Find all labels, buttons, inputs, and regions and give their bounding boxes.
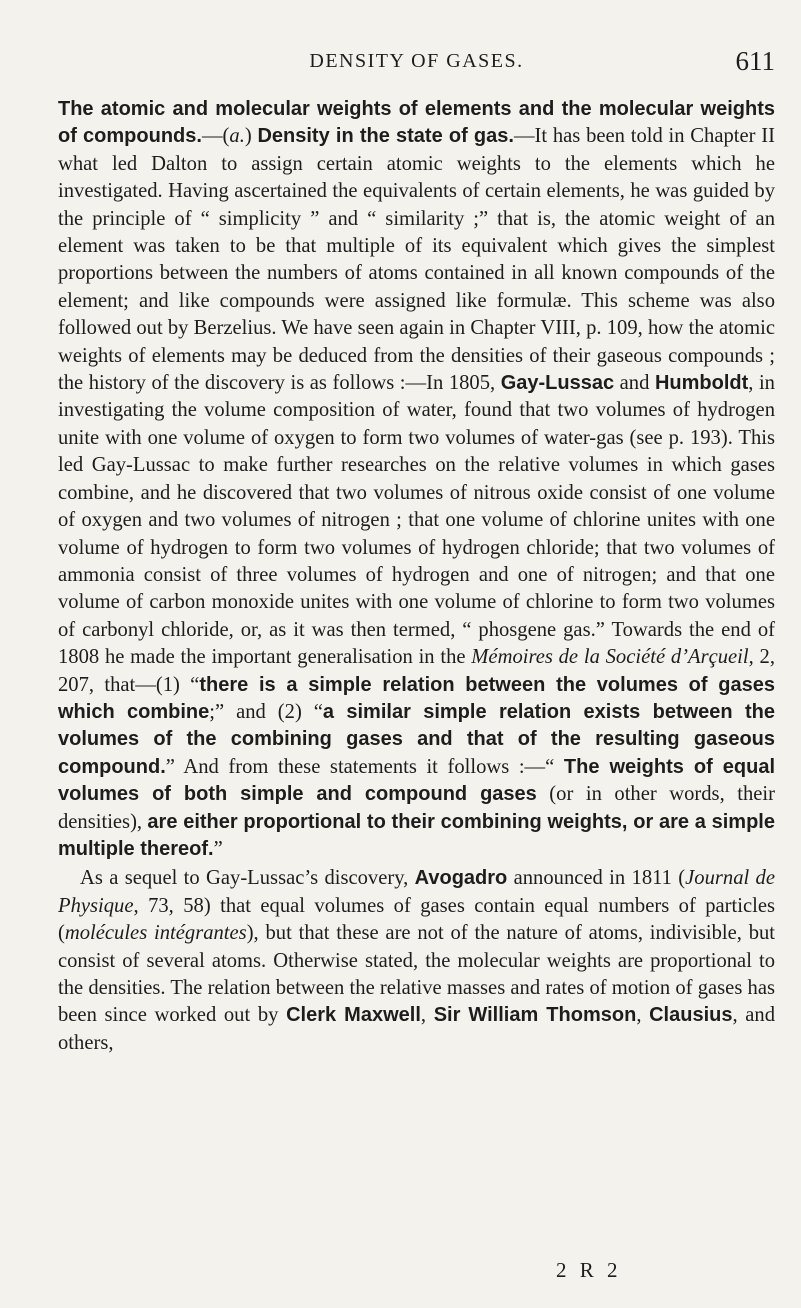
italic-phrase: Mémoires de la Société d’Arçueil bbox=[471, 646, 749, 669]
text-run: ) bbox=[244, 125, 258, 148]
body-text bbox=[58, 96, 775, 1057]
paragraph-atomic-weights bbox=[58, 96, 775, 863]
bold-phrase: a similar simple relation exists between the volumes of the combining gases and that of the resulting gaseous compound. bbox=[58, 700, 775, 778]
bold-phrase: are either proportional to their combining weights, or are a simple multiple thereof. bbox=[58, 810, 775, 860]
text-run: , in investigating the volume composition of water, found that two volumes of hydrogen unite with one volume of oxygen to form two volumes of water-gas (see p. 193). This led Gay-Lussac to make further researches on the relative volumes in which gases combine, and he discovered that two volumes of nitrous oxide consist of one volume of oxygen and two volumes of nitrogen ; that one volume of chlorine unites with one volume of hydrogen to form two volumes of hydrogen chloride; that two volumes of ammonia consist of three volumes of hydrogen and one of nitrogen; and that one volume of carbon monoxide unites with one volume of chlorine to form two volumes of carbonyl chloride, or, as it was then termed, “ phosgene gas.” Towards the end of 1808 he made the important generalisation in the bbox=[58, 372, 775, 669]
page-number: 611 bbox=[735, 46, 775, 76]
text-run: ;” and (2) “ bbox=[209, 700, 323, 723]
bold-phrase: Humboldt bbox=[654, 372, 749, 395]
text-run: , 2, 207, that—(1) “ bbox=[58, 646, 776, 696]
bold-phrase: Clerk Maxwell bbox=[286, 1004, 421, 1027]
bold-phrase: there is a simple relation between the volumes of gases which combine bbox=[58, 673, 776, 723]
text-run: , bbox=[420, 1004, 434, 1027]
bold-phrase: Gay-Lussac bbox=[500, 372, 615, 395]
bold-phrase: The atomic and molecular weights of elements and the molecular weights of compounds. bbox=[58, 98, 775, 148]
text-run: —( bbox=[201, 125, 230, 148]
italic-phrase: Journal de Physique bbox=[58, 867, 775, 917]
text-run: announced in 1811 ( bbox=[507, 867, 686, 890]
italic-phrase: molécules intégrantes bbox=[64, 922, 247, 945]
running-header bbox=[58, 46, 775, 80]
text-run: As a sequel to Gay-Lussac’s discovery, bbox=[80, 867, 415, 890]
text-run: , 73, 58) that equal volumes of gases contain equal numbers of particles ( bbox=[58, 894, 775, 945]
bold-phrase: Sir William Thomson bbox=[433, 1004, 637, 1027]
text-run: (or in other words, their densities), bbox=[58, 783, 775, 833]
paragraph-avogadro bbox=[58, 865, 775, 1057]
text-run: ” bbox=[213, 837, 223, 860]
text-run: ” And from these statements it follows :—“ bbox=[165, 755, 564, 778]
running-title: DENSITY OF GASES. bbox=[309, 50, 524, 72]
signature-mark: 2 R 2 bbox=[556, 1258, 622, 1282]
italic-phrase: a. bbox=[229, 125, 245, 148]
text-run: —It has been told in Chapter II what led Dalton to assign certain atomic weights to the elements which he investigated. Having ascertained the equivalents of certain elements, he was guided by the principle of “ simplicity ” and “ similarity ;” that is, the atomic weight of an element was taken to be that multiple of its equivalent which gives the simplest proportions between the numbers of atoms contained in all known compounds of the element; and like compounds were assigned like formulæ. This scheme was also followed out by Berzelius. We have seen again in Chapter VIII, p. 109, how the atomic weights of elements may be deduced from the densities of their gaseous compounds ; the history of the discovery is as follows :—In 1805, bbox=[58, 125, 775, 395]
bold-phrase: The weights of equal volumes of both simple and compound gases bbox=[58, 755, 775, 806]
bold-phrase: Density in the state of gas. bbox=[257, 125, 514, 148]
bold-phrase: Avogadro bbox=[414, 867, 508, 890]
text-run: ), but that these are not of the nature of atoms, indivisible, but consist of several atoms. Otherwise stated, the molecular weights are proportional to the densities. The relation between the relative masses and rates of motion of gases has been since worked out by bbox=[58, 922, 776, 1027]
bold-phrase: Clausius bbox=[649, 1004, 733, 1027]
text-run: and bbox=[614, 372, 655, 395]
text-run: , bbox=[636, 1004, 650, 1027]
text-run: , and others, bbox=[58, 1004, 775, 1054]
